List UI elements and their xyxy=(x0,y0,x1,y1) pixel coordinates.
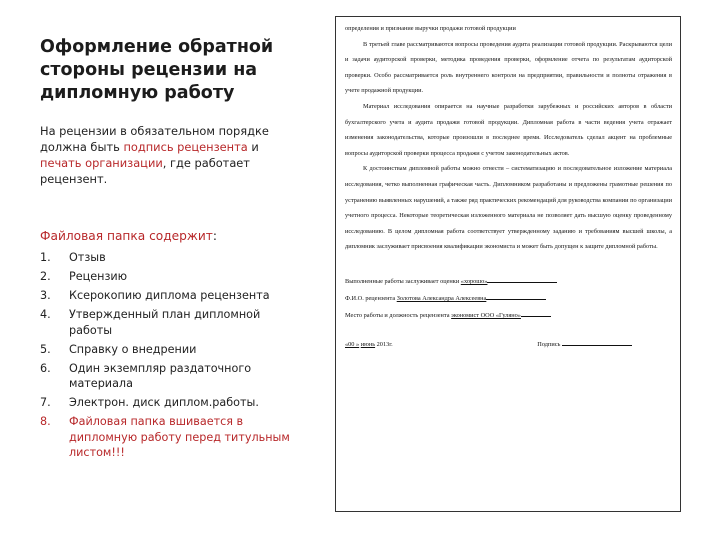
signature-underline xyxy=(562,337,632,346)
list-item-number: 8. xyxy=(40,415,51,428)
date-signature-line xyxy=(345,336,672,353)
reviewer-value: Золотова Александра Алексеевна xyxy=(396,294,487,302)
list-item-text: Файловая папка вшивается в дипломную работу перед титульным листом!!! xyxy=(69,415,290,459)
doc-paragraph-2: В третьей главе рассматриваются вопросы проведения аудита реализации готовой продукции. Раскрываются цели и задачи аудиторской проверки, методика проведения проверки, оформление отчета по результатам аудиторской проверки. Особо рассматривается роль внутреннего контроля на предприятии, правильности и полноты отражения в учете продажной продукции. xyxy=(345,40,672,95)
intro-highlight-signature: подпись рецензента xyxy=(123,140,248,154)
list-item-number: 3. xyxy=(40,289,51,302)
left-column xyxy=(40,36,302,187)
date-year: 2013г. xyxy=(376,340,393,348)
reviewer-underline xyxy=(486,291,546,300)
workplace-label: Место работы и должность рецензента xyxy=(345,311,450,319)
intro-text-2: и xyxy=(247,140,259,154)
doc-paragraph-3: Материал исследования опирается на научные разработки зарубежных и российских авторов в области бухгалтерского учета и аудита продажи готовой продукции. Дипломная работа в части ведения учета отражает изменения законодательства, которые произошли в последнее время. Исследователь сделал акцент на проблемные вопросы аудиторской проверки процесса продажи с учетом законодательных актов. xyxy=(345,102,672,157)
signature-field xyxy=(537,336,632,353)
intro-text-3: , где работает рецензент. xyxy=(40,156,250,186)
doc-paragraph-1: определения и признание выручки продажи готовой продукции xyxy=(345,25,516,32)
grade-label: Выполненные работы заслуживает оценки xyxy=(345,277,460,285)
list-item-number: 1. xyxy=(40,251,51,264)
date-field xyxy=(345,336,393,353)
list-item xyxy=(40,361,302,392)
list-item-number: 4. xyxy=(40,308,51,321)
workplace-value: экономист ООО «Гуляно» xyxy=(451,311,521,319)
grade-value: «хорошо» xyxy=(460,277,488,285)
list-item-highlight xyxy=(40,414,302,461)
list-item xyxy=(40,288,302,304)
reviewer-line xyxy=(345,290,672,307)
list-item xyxy=(40,342,302,358)
folder-contents-list xyxy=(40,250,302,464)
doc-paragraph-4: К достоинствам дипломной работы можно отнести – систематизацию и последовательное изложение материала исследования, четко выполненная графическая часть. Дипломником разработаны и предложены грамотные решения по устранению выявленных нарушений, а также ряд практических рекомендаций для руководства компании по организации учетного процесса. Некоторые теоретическая изложенного материала не позволяет дать высшую оценку проведенному исследованию. В целом дипломная работа соответствует утвержденному заданию и требованиям высшей школы, а дипломник заслуживает присвоения квалификации экономиста и может быть допущен к защите дипломной работы. xyxy=(345,165,672,251)
workplace-underline xyxy=(521,308,551,317)
slide-title: Оформление обратной стороны рецензии на дипломную работу xyxy=(40,37,274,103)
date-day: «00 » xyxy=(345,340,360,348)
list-item-text: Ксерокопию диплома рецензента xyxy=(69,289,270,302)
folder-heading xyxy=(40,229,302,243)
intro-paragraph xyxy=(40,123,302,187)
list-item xyxy=(40,307,302,338)
reviewer-label: Ф.И.О. рецензента xyxy=(345,294,396,302)
list-item xyxy=(40,250,302,266)
folder-heading-text: Файловая папка содержит xyxy=(40,229,213,243)
list-item-text: Электрон. диск диплом.работы. xyxy=(69,396,259,409)
date-month: июнь xyxy=(360,340,376,348)
signature-label: Подпись xyxy=(537,340,561,348)
list-item-text: Справку о внедрении xyxy=(69,342,197,356)
list-item-text: Утвержденный план дипломной работы xyxy=(69,308,261,337)
review-document-image xyxy=(335,16,681,512)
list-item-text: Рецензию xyxy=(69,270,128,283)
intro-highlight-stamp: печать организации xyxy=(40,156,163,170)
grade-underline xyxy=(487,274,557,283)
list-item xyxy=(40,395,302,411)
intro-text-1: На рецензии в обязательном порядке должна быть xyxy=(40,124,269,154)
list-item-number: 6. xyxy=(40,361,51,375)
list-item-text: Один экземпляр раздаточного материала xyxy=(69,361,252,390)
grade-line xyxy=(345,273,672,290)
signature-block xyxy=(345,273,672,353)
list-item-number: 7. xyxy=(40,396,51,409)
list-item-number: 5. xyxy=(40,342,51,356)
workplace-line xyxy=(345,307,672,324)
list-item-text: Отзыв xyxy=(69,251,106,264)
list-item-number: 2. xyxy=(40,270,51,283)
list-item xyxy=(40,269,302,285)
folder-heading-colon: : xyxy=(212,229,218,243)
